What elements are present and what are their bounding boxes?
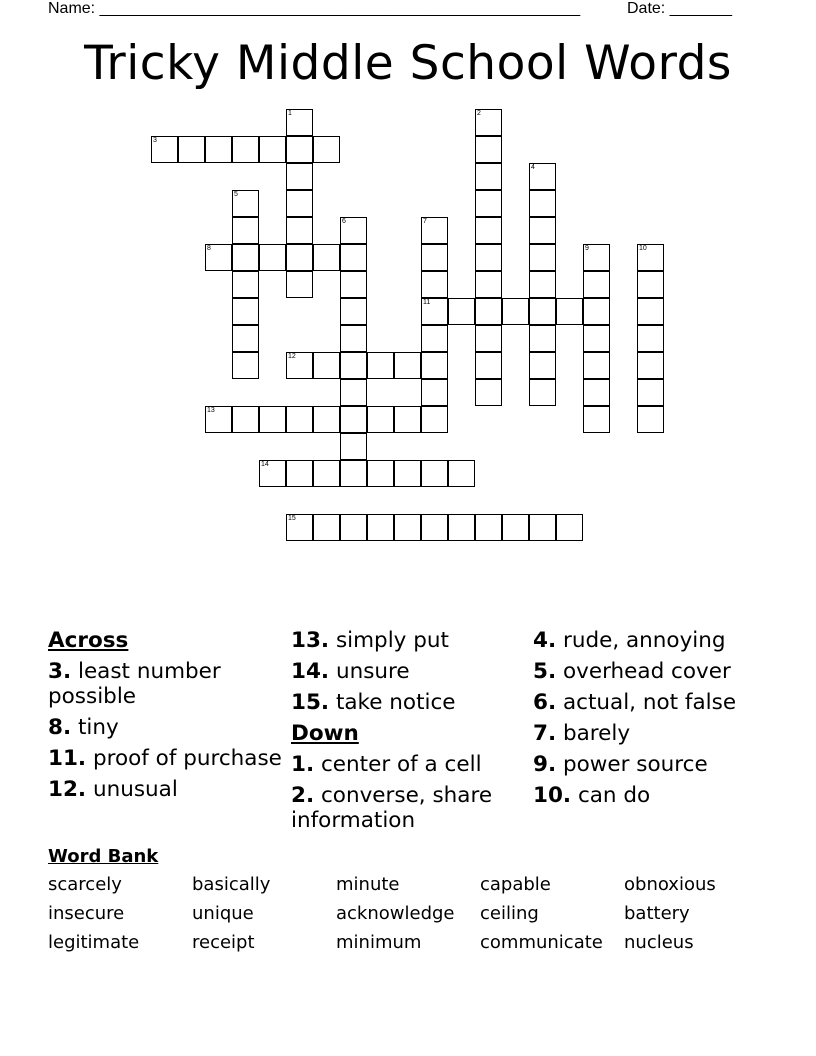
crossword-cell[interactable] <box>340 352 367 379</box>
crossword-cell[interactable] <box>232 271 259 298</box>
crossword-cell[interactable] <box>286 190 313 217</box>
down-clue-6: 6. actual, not false <box>533 690 737 715</box>
crossword-cell[interactable] <box>448 514 475 541</box>
crossword-cell[interactable] <box>421 514 448 541</box>
clues-column-1 <box>48 628 284 808</box>
word-bank-item: ceiling <box>480 903 539 924</box>
crossword-cell[interactable] <box>394 406 421 433</box>
crossword-cell[interactable] <box>340 514 367 541</box>
crossword-cell[interactable] <box>583 379 610 406</box>
crossword-cell[interactable] <box>448 460 475 487</box>
crossword-cell[interactable] <box>367 514 394 541</box>
crossword-cell[interactable] <box>475 298 502 325</box>
crossword-cell[interactable] <box>340 325 367 352</box>
word-bank-item: acknowledge <box>336 903 455 924</box>
crossword-cell[interactable] <box>583 271 610 298</box>
crossword-cell[interactable] <box>502 514 529 541</box>
down-clue-7: 7. barely <box>533 721 631 746</box>
crossword-cell[interactable] <box>313 136 340 163</box>
crossword-cell[interactable] <box>232 298 259 325</box>
crossword-cell[interactable] <box>394 352 421 379</box>
crossword-cell[interactable] <box>529 244 556 271</box>
across-heading: Across <box>48 628 129 653</box>
clue-number: 3 <box>153 137 157 144</box>
clue-number: 5 <box>234 191 238 198</box>
crossword-cell[interactable] <box>637 352 664 379</box>
word-bank-item: nucleus <box>624 932 694 953</box>
crossword-cell[interactable] <box>421 352 448 379</box>
word-bank <box>48 874 768 954</box>
crossword-cell[interactable] <box>475 514 502 541</box>
crossword-cell[interactable] <box>475 217 502 244</box>
crossword-cell[interactable] <box>475 352 502 379</box>
crossword-cell[interactable] <box>286 514 313 541</box>
crossword-cell[interactable] <box>394 514 421 541</box>
page-title: Tricky Middle School Words <box>84 36 732 91</box>
crossword-cell[interactable] <box>448 298 475 325</box>
crossword-cell[interactable] <box>340 217 367 244</box>
crossword-cell[interactable] <box>340 298 367 325</box>
crossword-cell[interactable] <box>232 190 259 217</box>
clue-number: 14 <box>261 461 269 468</box>
crossword-cell[interactable] <box>286 217 313 244</box>
crossword-cell[interactable] <box>259 136 286 163</box>
crossword-cell[interactable] <box>421 406 448 433</box>
name-field-label[interactable]: Name: ______________________________________________________ <box>48 0 581 17</box>
across-clue-11: 11. proof of purchase <box>48 746 282 771</box>
crossword-cell[interactable] <box>286 136 313 163</box>
crossword-cell[interactable] <box>583 352 610 379</box>
crossword-cell[interactable] <box>259 460 286 487</box>
down-clue-1: 1. center of a cell <box>291 752 482 777</box>
clue-number: 6 <box>342 218 346 225</box>
crossword-cell[interactable] <box>421 460 448 487</box>
crossword-cell[interactable] <box>286 163 313 190</box>
crossword-cell[interactable] <box>475 190 502 217</box>
across-clue-14: 14. unsure <box>291 659 410 684</box>
crossword-cell[interactable] <box>313 514 340 541</box>
crossword-cell[interactable] <box>232 244 259 271</box>
crossword-cell[interactable] <box>313 244 340 271</box>
across-clue-3: 3. least number possible <box>48 659 221 709</box>
crossword-cell[interactable] <box>556 514 583 541</box>
crossword-cell[interactable] <box>421 379 448 406</box>
crossword-cell[interactable] <box>475 109 502 136</box>
crossword-cell[interactable] <box>313 406 340 433</box>
word-bank-item: minimum <box>336 932 422 953</box>
clue-number: 10 <box>639 245 647 252</box>
crossword-cell[interactable] <box>232 136 259 163</box>
clue-number: 7 <box>423 218 427 225</box>
crossword-cell[interactable] <box>475 379 502 406</box>
word-bank-item: minute <box>336 874 400 895</box>
date-field-label[interactable]: Date: _______ <box>627 0 732 17</box>
word-bank-item: receipt <box>192 932 255 953</box>
crossword-cell[interactable] <box>583 406 610 433</box>
crossword-cell[interactable] <box>394 460 421 487</box>
crossword-cell[interactable] <box>313 460 340 487</box>
crossword-cell[interactable] <box>475 325 502 352</box>
crossword-cell[interactable] <box>259 244 286 271</box>
crossword-cell[interactable] <box>313 352 340 379</box>
crossword-cell[interactable] <box>286 244 313 271</box>
crossword-cell[interactable] <box>475 244 502 271</box>
clues-column-2 <box>291 628 527 839</box>
crossword-cell[interactable] <box>340 244 367 271</box>
crossword-cell[interactable] <box>232 352 259 379</box>
word-bank-item: battery <box>624 903 690 924</box>
crossword-cell[interactable] <box>637 325 664 352</box>
crossword-cell[interactable] <box>421 271 448 298</box>
crossword-cell[interactable] <box>637 406 664 433</box>
word-bank-title: Word Bank <box>48 846 159 867</box>
crossword-cell[interactable] <box>421 325 448 352</box>
crossword-cell[interactable] <box>340 379 367 406</box>
crossword-cell[interactable] <box>583 244 610 271</box>
crossword-cell[interactable] <box>529 163 556 190</box>
crossword-cell[interactable] <box>340 406 367 433</box>
crossword-cell[interactable] <box>259 406 286 433</box>
word-bank-item: legitimate <box>48 932 140 953</box>
crossword-cell[interactable] <box>475 136 502 163</box>
crossword-cell[interactable] <box>205 406 232 433</box>
crossword-cell[interactable] <box>340 433 367 460</box>
clue-number: 8 <box>207 245 211 252</box>
down-clue-9: 9. power source <box>533 752 708 777</box>
crossword-cell[interactable] <box>286 109 313 136</box>
across-clue-13: 13. simply put <box>291 628 449 653</box>
clue-number: 1 <box>288 110 292 117</box>
word-bank-item: unique <box>192 903 254 924</box>
clue-number: 4 <box>531 164 535 171</box>
clue-number: 13 <box>207 407 215 414</box>
crossword-cell[interactable] <box>475 271 502 298</box>
clue-number: 12 <box>288 353 296 360</box>
crossword-cell[interactable] <box>556 298 583 325</box>
word-bank-item: capable <box>480 874 551 895</box>
crossword-cell[interactable] <box>529 325 556 352</box>
down-clue-5: 5. overhead cover <box>533 659 731 684</box>
crossword-cell[interactable] <box>637 244 664 271</box>
clue-number: 9 <box>585 245 589 252</box>
across-clue-12: 12. unusual <box>48 777 178 802</box>
crossword-cell[interactable] <box>529 379 556 406</box>
crossword-cell[interactable] <box>367 460 394 487</box>
crossword-cell[interactable] <box>286 460 313 487</box>
crossword-cell[interactable] <box>340 271 367 298</box>
crossword-cell[interactable] <box>286 406 313 433</box>
crossword-cell[interactable] <box>637 379 664 406</box>
crossword-cell[interactable] <box>529 217 556 244</box>
word-bank-item: scarcely <box>48 874 122 895</box>
crossword-cell[interactable] <box>232 217 259 244</box>
crossword-cell[interactable] <box>583 325 610 352</box>
crossword-cell[interactable] <box>529 190 556 217</box>
down-heading: Down <box>291 721 359 746</box>
down-clue-4: 4. rude, annoying <box>533 628 726 653</box>
down-clue-2: 2. converse, share information <box>291 783 493 833</box>
crossword-cell[interactable] <box>286 352 313 379</box>
crossword-cell[interactable] <box>475 163 502 190</box>
across-clue-8: 8. tiny <box>48 715 119 740</box>
crossword-cell[interactable] <box>529 514 556 541</box>
word-bank-item: obnoxious <box>624 874 716 895</box>
across-clue-15: 15. take notice <box>291 690 456 715</box>
crossword-cell[interactable] <box>178 136 205 163</box>
crossword-cell[interactable] <box>232 325 259 352</box>
crossword-cell[interactable] <box>421 298 448 325</box>
word-bank-item: insecure <box>48 903 125 924</box>
crossword-cell[interactable] <box>286 271 313 298</box>
crossword-cell[interactable] <box>367 406 394 433</box>
crossword-cell[interactable] <box>421 244 448 271</box>
word-bank-item: communicate <box>480 932 603 953</box>
clue-number: 11 <box>423 299 431 306</box>
down-clue-10: 10. can do <box>533 783 651 808</box>
crossword-cell[interactable] <box>583 298 610 325</box>
crossword-cell[interactable] <box>529 298 556 325</box>
clue-number: 15 <box>288 515 296 522</box>
crossword-cell[interactable] <box>205 136 232 163</box>
crossword-cell[interactable] <box>529 271 556 298</box>
crossword-cell[interactable] <box>340 460 367 487</box>
crossword-cell[interactable] <box>367 352 394 379</box>
crossword-cell[interactable] <box>637 298 664 325</box>
crossword-cell[interactable] <box>502 298 529 325</box>
crossword-cell[interactable] <box>421 217 448 244</box>
crossword-cell[interactable] <box>205 244 232 271</box>
clues-column-3 <box>533 628 769 814</box>
crossword-cell[interactable] <box>232 406 259 433</box>
crossword-cell[interactable] <box>151 136 178 163</box>
clue-number: 2 <box>477 110 481 117</box>
word-bank-item: basically <box>192 874 271 895</box>
crossword-cell[interactable] <box>637 271 664 298</box>
crossword-cell[interactable] <box>529 352 556 379</box>
